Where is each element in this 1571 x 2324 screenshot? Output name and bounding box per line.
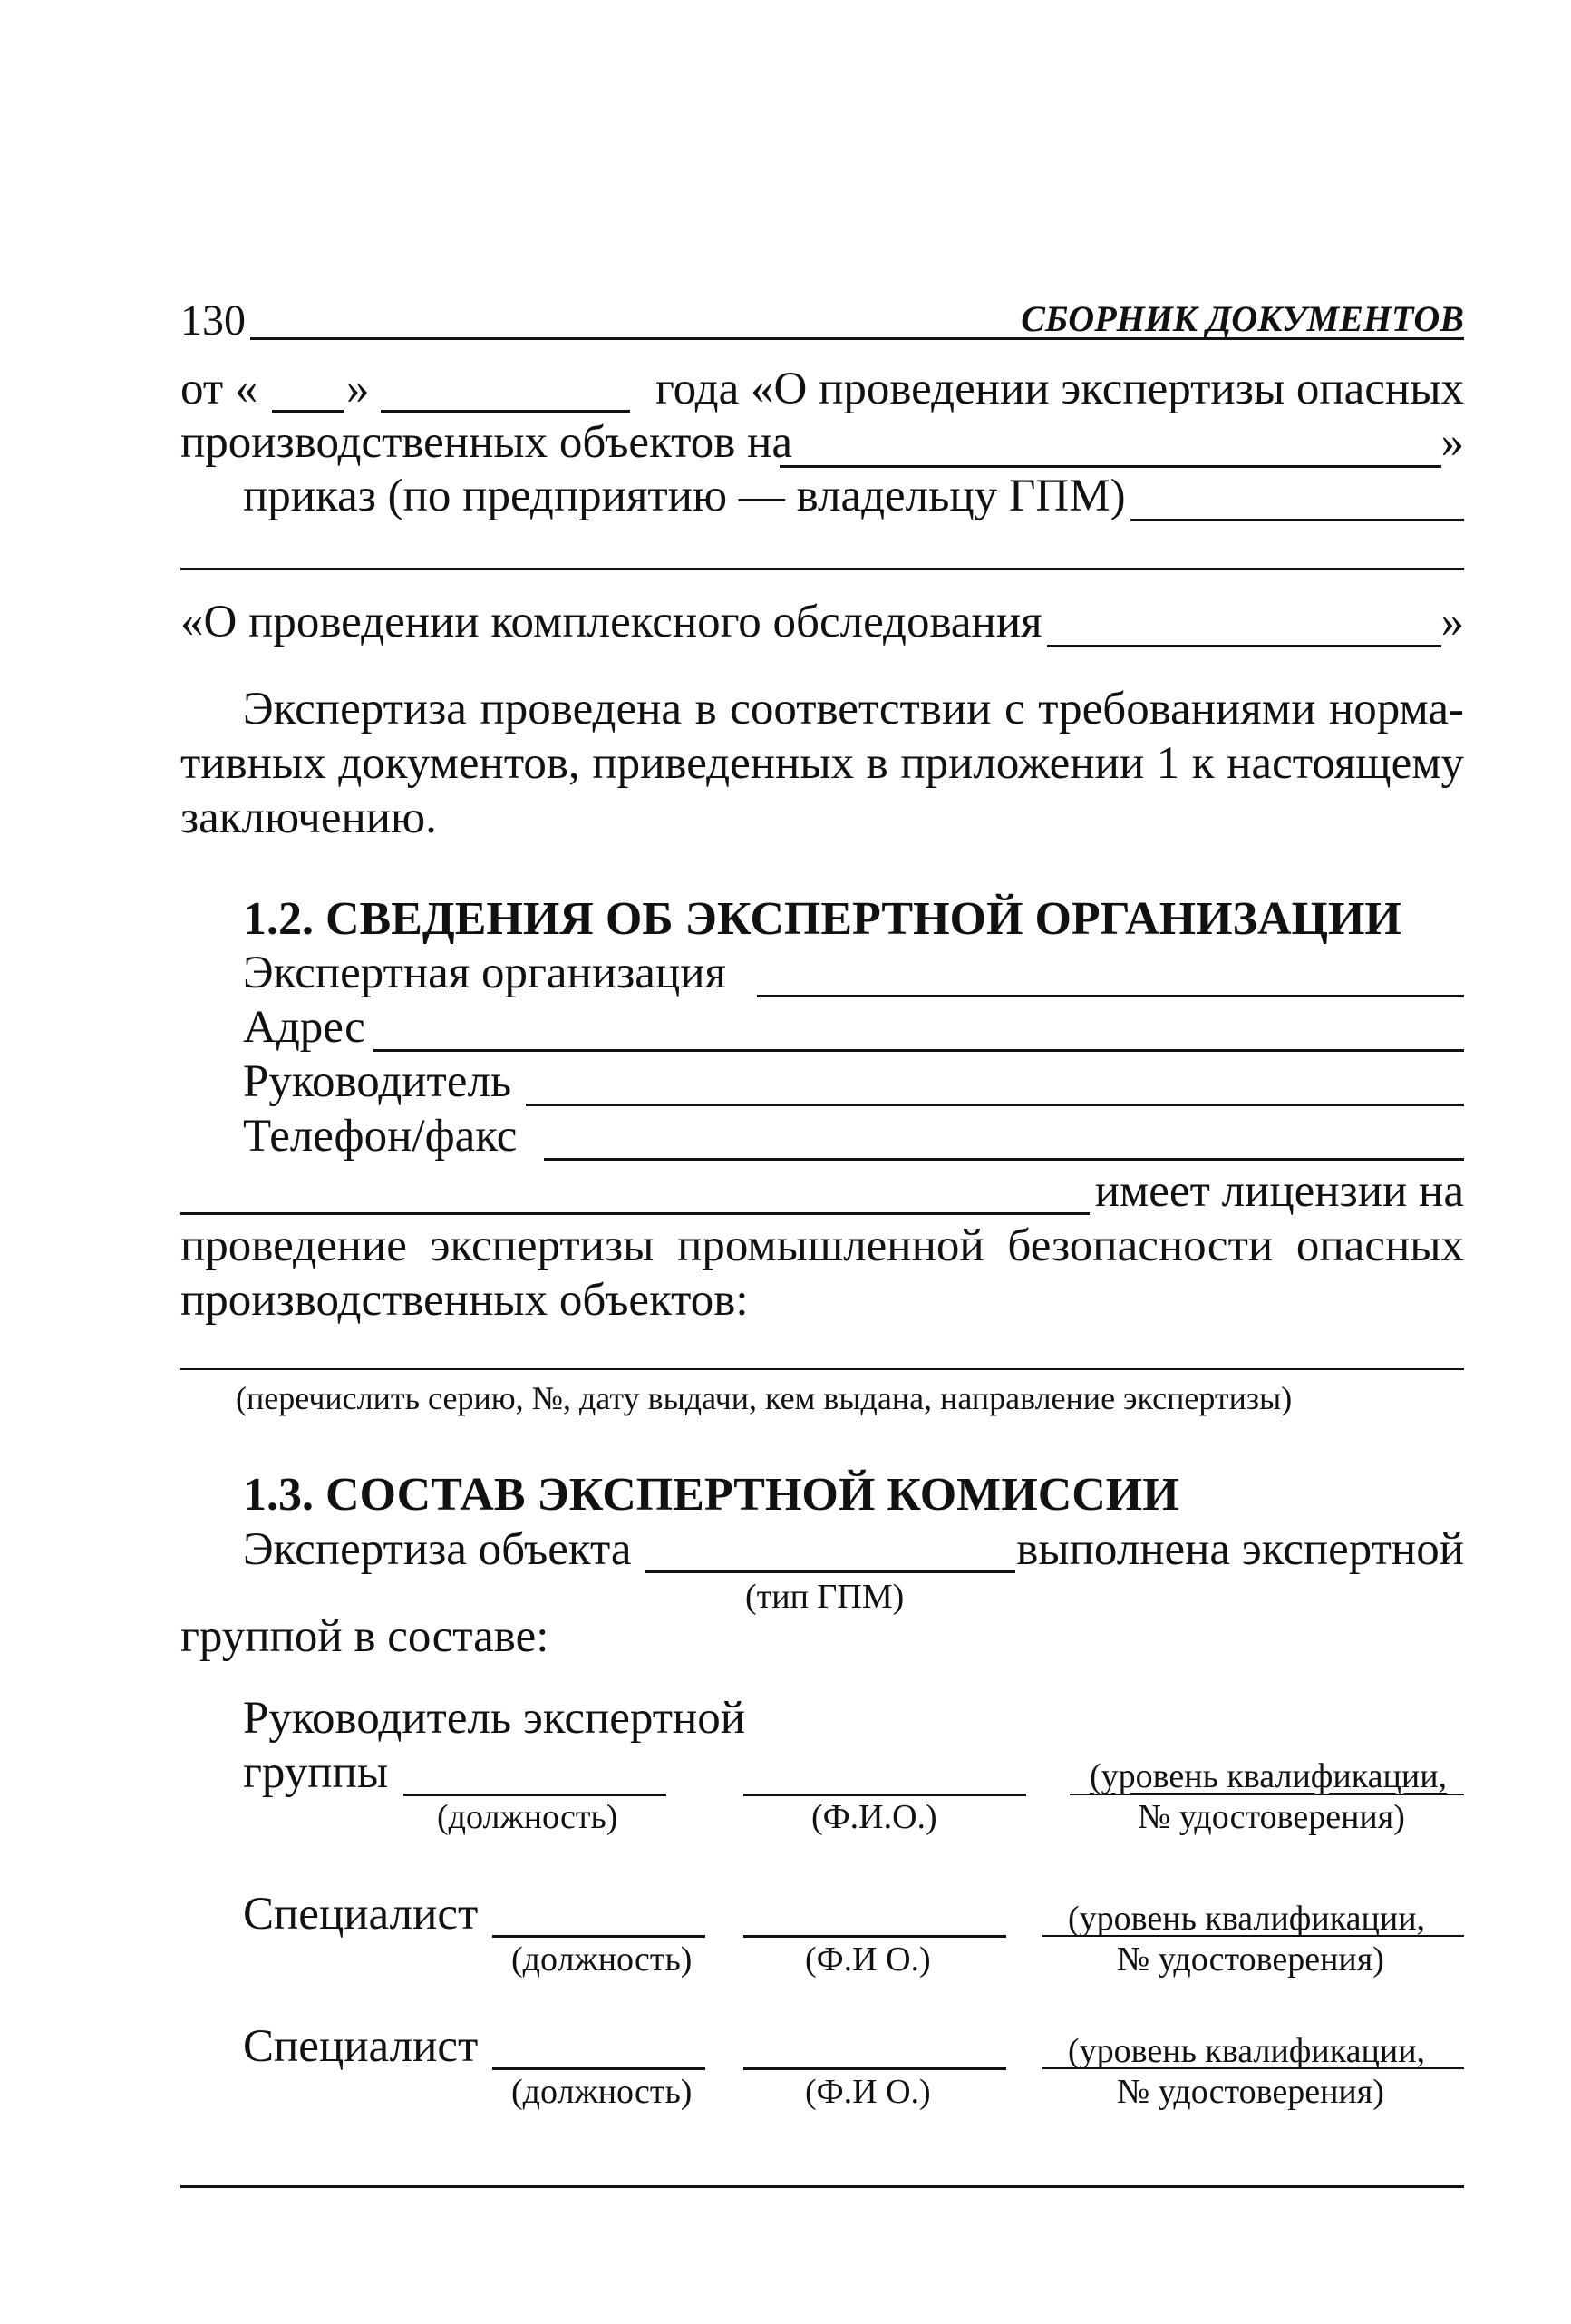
object-label: Экспертиза объекта	[243, 1524, 632, 1575]
object-tail: выполнена экспертной	[1016, 1524, 1464, 1575]
intro-line1-rest: года «О проведении экспертизы опасных	[655, 364, 1464, 414]
leader-position-blank[interactable]	[403, 1794, 666, 1796]
field-org-label: Экспертная организация	[243, 948, 726, 998]
leader-name-blank[interactable]	[743, 1794, 1026, 1796]
expertise-line1: Экспертиза проведена в соответствии с требованиями норма-	[243, 684, 1464, 734]
order-blank[interactable]	[1130, 519, 1464, 521]
field-phone-blank[interactable]	[544, 1158, 1464, 1161]
specialist-2-name-caption: (Ф.И О.)	[805, 2073, 931, 2111]
intro-line2-end: »	[1440, 417, 1464, 468]
specialist-2-position-blank[interactable]	[492, 2067, 705, 2070]
leader-level-caption-2: № удостоверения)	[1138, 1798, 1405, 1836]
specialist-1-position-blank[interactable]	[492, 1935, 705, 1938]
license-tail: имеет лицензии на	[1094, 1166, 1464, 1217]
specialist-2-label: Специалист	[243, 2021, 479, 2072]
object-type-blank[interactable]	[645, 1570, 1015, 1573]
intro-line1-ot: от «	[180, 364, 258, 414]
license-line3: производственных объектов:	[180, 1275, 749, 1326]
day-blank[interactable]	[272, 410, 344, 413]
intro-line2: производственных объектов на	[180, 417, 793, 468]
field-head-label: Руководитель	[243, 1056, 512, 1107]
expertise-paragraph	[180, 686, 1464, 795]
field-address-blank[interactable]	[373, 1049, 1464, 1052]
leader-position-caption: (должность)	[437, 1798, 618, 1836]
specialist-1-label: Специалист	[243, 1889, 479, 1940]
expertise-line2: тивных документов, приведенных в приложении 1 к настоящему	[180, 738, 1464, 789]
specialist-1-name-blank[interactable]	[743, 1935, 1006, 1938]
group-line: группой в составе:	[180, 1611, 549, 1662]
license-line2: проведение экспертизы промышленной безопасности опасных	[180, 1220, 1464, 1271]
leader-name-caption: (Ф.И.О.)	[811, 1798, 937, 1836]
field-org-blank[interactable]	[757, 995, 1464, 997]
survey-blank[interactable]	[1047, 645, 1441, 647]
specialist-1-level-caption-2: № удостоверения)	[1117, 1940, 1384, 1979]
specialist-1-name-caption: (Ф.И О.)	[805, 1940, 931, 1979]
leader-level-blank[interactable]	[1070, 1794, 1464, 1795]
specialist-2-level-blank[interactable]	[1042, 2067, 1464, 2069]
section-1-2-title: 1.2. СВЕДЕНИЯ ОБ ЭКСПЕРТНОЙ ОРГАНИЗАЦИИ	[243, 893, 1401, 945]
running-title: СБОРНИК ДОКУМЕНТОВ	[1021, 298, 1464, 339]
intro-line1-close-quote: »	[346, 364, 370, 414]
expertise-line3: заключению.	[180, 792, 437, 843]
object-caption: (тип ГПМ)	[745, 1578, 905, 1616]
order-blank-full[interactable]	[180, 568, 1464, 570]
license-caption: (перечислить серию, №, дату выдачи, кем выдана, направление экспертизы)	[236, 1380, 1293, 1416]
leader-label-2: группы	[243, 1747, 389, 1798]
page-number: 130	[180, 297, 246, 345]
field-phone-label: Телефон/факс	[243, 1111, 518, 1162]
month-blank[interactable]	[381, 410, 630, 413]
leader-label-1: Руководитель экспертной	[243, 1693, 746, 1744]
intro-line5: «О проведении комплексного обследования	[180, 597, 1042, 647]
specialist-1-level-blank[interactable]	[1042, 1935, 1464, 1937]
specialist-2-position-caption: (должность)	[511, 2073, 693, 2111]
field-address-label: Адрес	[243, 1002, 365, 1053]
intro-line5-end: »	[1440, 597, 1464, 647]
specialist-1-level-caption-1: (уровень квалификации,	[1068, 1900, 1426, 1938]
header-rule	[250, 337, 1464, 340]
objects-blank[interactable]	[780, 465, 1441, 468]
specialist-1-position-caption: (должность)	[511, 1940, 693, 1979]
license-details-blank[interactable]	[180, 1368, 1464, 1370]
leader-level-caption-1: (уровень квалификации,	[1090, 1757, 1448, 1795]
bottom-rule	[180, 2185, 1464, 2188]
specialist-2-name-blank[interactable]	[743, 2067, 1006, 2070]
license-paragraph	[180, 1220, 1464, 1278]
license-holder-blank[interactable]	[180, 1212, 1090, 1215]
intro-line3: приказ (по предприятию — владельцу ГПМ)	[243, 471, 1126, 521]
field-head-blank[interactable]	[526, 1104, 1464, 1106]
specialist-2-level-caption-1: (уровень квалификации,	[1068, 2032, 1426, 2070]
specialist-2-level-caption-2: № удостоверения)	[1117, 2073, 1384, 2111]
section-1-3-title: 1.3. СОСТАВ ЭКСПЕРТНОЙ КОМИССИИ	[243, 1469, 1179, 1521]
